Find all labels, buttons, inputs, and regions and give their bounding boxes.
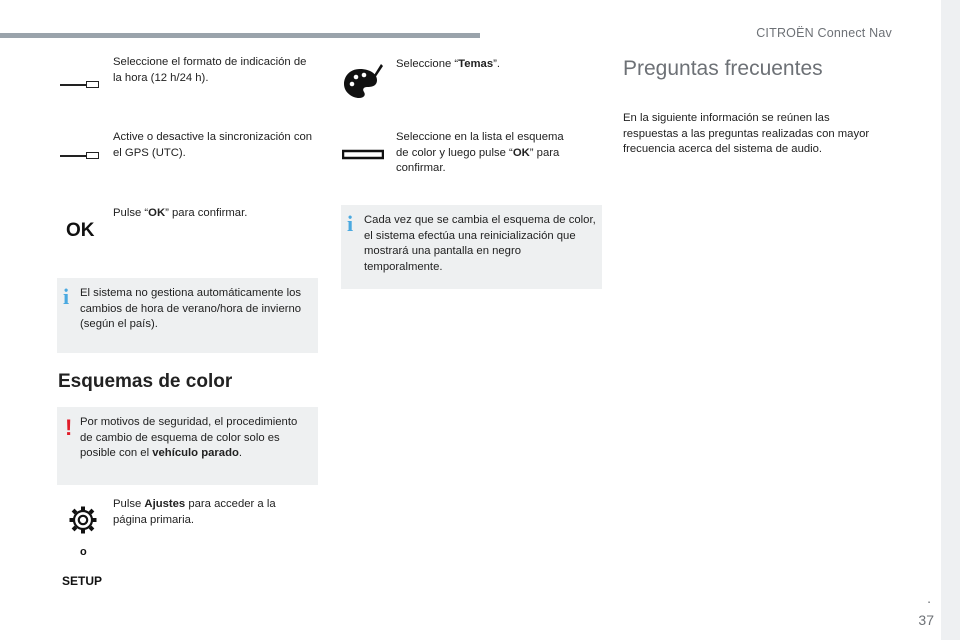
text-suffix: para acceder a la página primaria.	[113, 498, 276, 526]
header-bar	[0, 33, 480, 38]
text-prefix: Seleccione en la lista el esquema de color y luego pulse “	[396, 131, 564, 159]
faq-title: Preguntas frecuentes	[623, 57, 823, 80]
info-icon: i	[63, 284, 70, 309]
warning-note-text	[80, 415, 312, 462]
text-prefix: Pulse “	[113, 207, 149, 219]
gear-icon-svg	[68, 505, 98, 535]
toggle-knob	[86, 152, 99, 159]
or-label: o	[80, 546, 87, 558]
text-suffix: ” para confirmar.	[165, 207, 248, 219]
text-suffix: ”.	[493, 58, 501, 70]
list-bar-icon-svg	[342, 149, 384, 161]
setup-label: SETUP	[62, 574, 103, 588]
page-dot: .	[927, 590, 931, 606]
palette-icon-svg	[341, 60, 383, 102]
header-title: CITROËN Connect Nav	[756, 26, 892, 40]
text-suffix: .	[238, 447, 243, 459]
text-bold: OK	[148, 207, 166, 219]
text-prefix: Por motivos de seguridad, el procedimiento de cambio de esquema de color solo es posible con el	[80, 416, 298, 459]
toggle-icon	[60, 80, 100, 90]
step-choose-scheme-text	[396, 130, 576, 177]
text-suffix: ” para confirmar.	[396, 146, 560, 174]
page-number: 37	[918, 612, 934, 628]
info-note-text: El sistema no gestiona automáticamente los cambios de hora de verano/hora de invierno (según el país).	[80, 287, 302, 330]
palette-icon	[341, 60, 383, 102]
toggle-knob	[86, 81, 99, 88]
info-note	[341, 205, 602, 289]
toggle-icon	[60, 151, 100, 161]
list-bar-icon	[342, 148, 384, 160]
text-bold: Temas	[458, 58, 494, 70]
page-margin-strip	[941, 0, 960, 640]
text-bold: OK	[512, 146, 530, 159]
step-confirm-text	[113, 206, 318, 222]
text-bold: Ajustes	[144, 498, 186, 510]
text-bold: vehículo parado	[152, 447, 239, 459]
ok-icon: OK	[66, 220, 95, 241]
gear-icon	[68, 505, 98, 535]
warning-note	[57, 407, 318, 485]
step-gps-sync-text: Active o desactive la sincronización con el GPS (UTC).	[113, 131, 313, 159]
step-time-format-text: Seleccione el formato de indicación de la hora (12 h/24 h).	[113, 56, 307, 84]
faq-intro-text: En la siguiente información se reúnen las respuestas a las preguntas realizadas con mayor frecuencia acerca del sistema de audio.	[623, 112, 870, 155]
step-select-themes-text	[396, 57, 596, 73]
info-note-text: Cada vez que se cambia el esquema de color, el sistema efectúa una reinicialización que mostrará una pantalla en negro temporalmente.	[364, 214, 596, 273]
info-note	[57, 278, 318, 353]
step-settings-text	[113, 497, 308, 528]
section-title: Esquemas de color	[58, 371, 233, 392]
text-prefix: Seleccione “	[396, 58, 459, 70]
warning-icon: !	[65, 415, 73, 440]
info-icon: i	[347, 211, 354, 236]
text-prefix: Pulse	[113, 498, 145, 510]
